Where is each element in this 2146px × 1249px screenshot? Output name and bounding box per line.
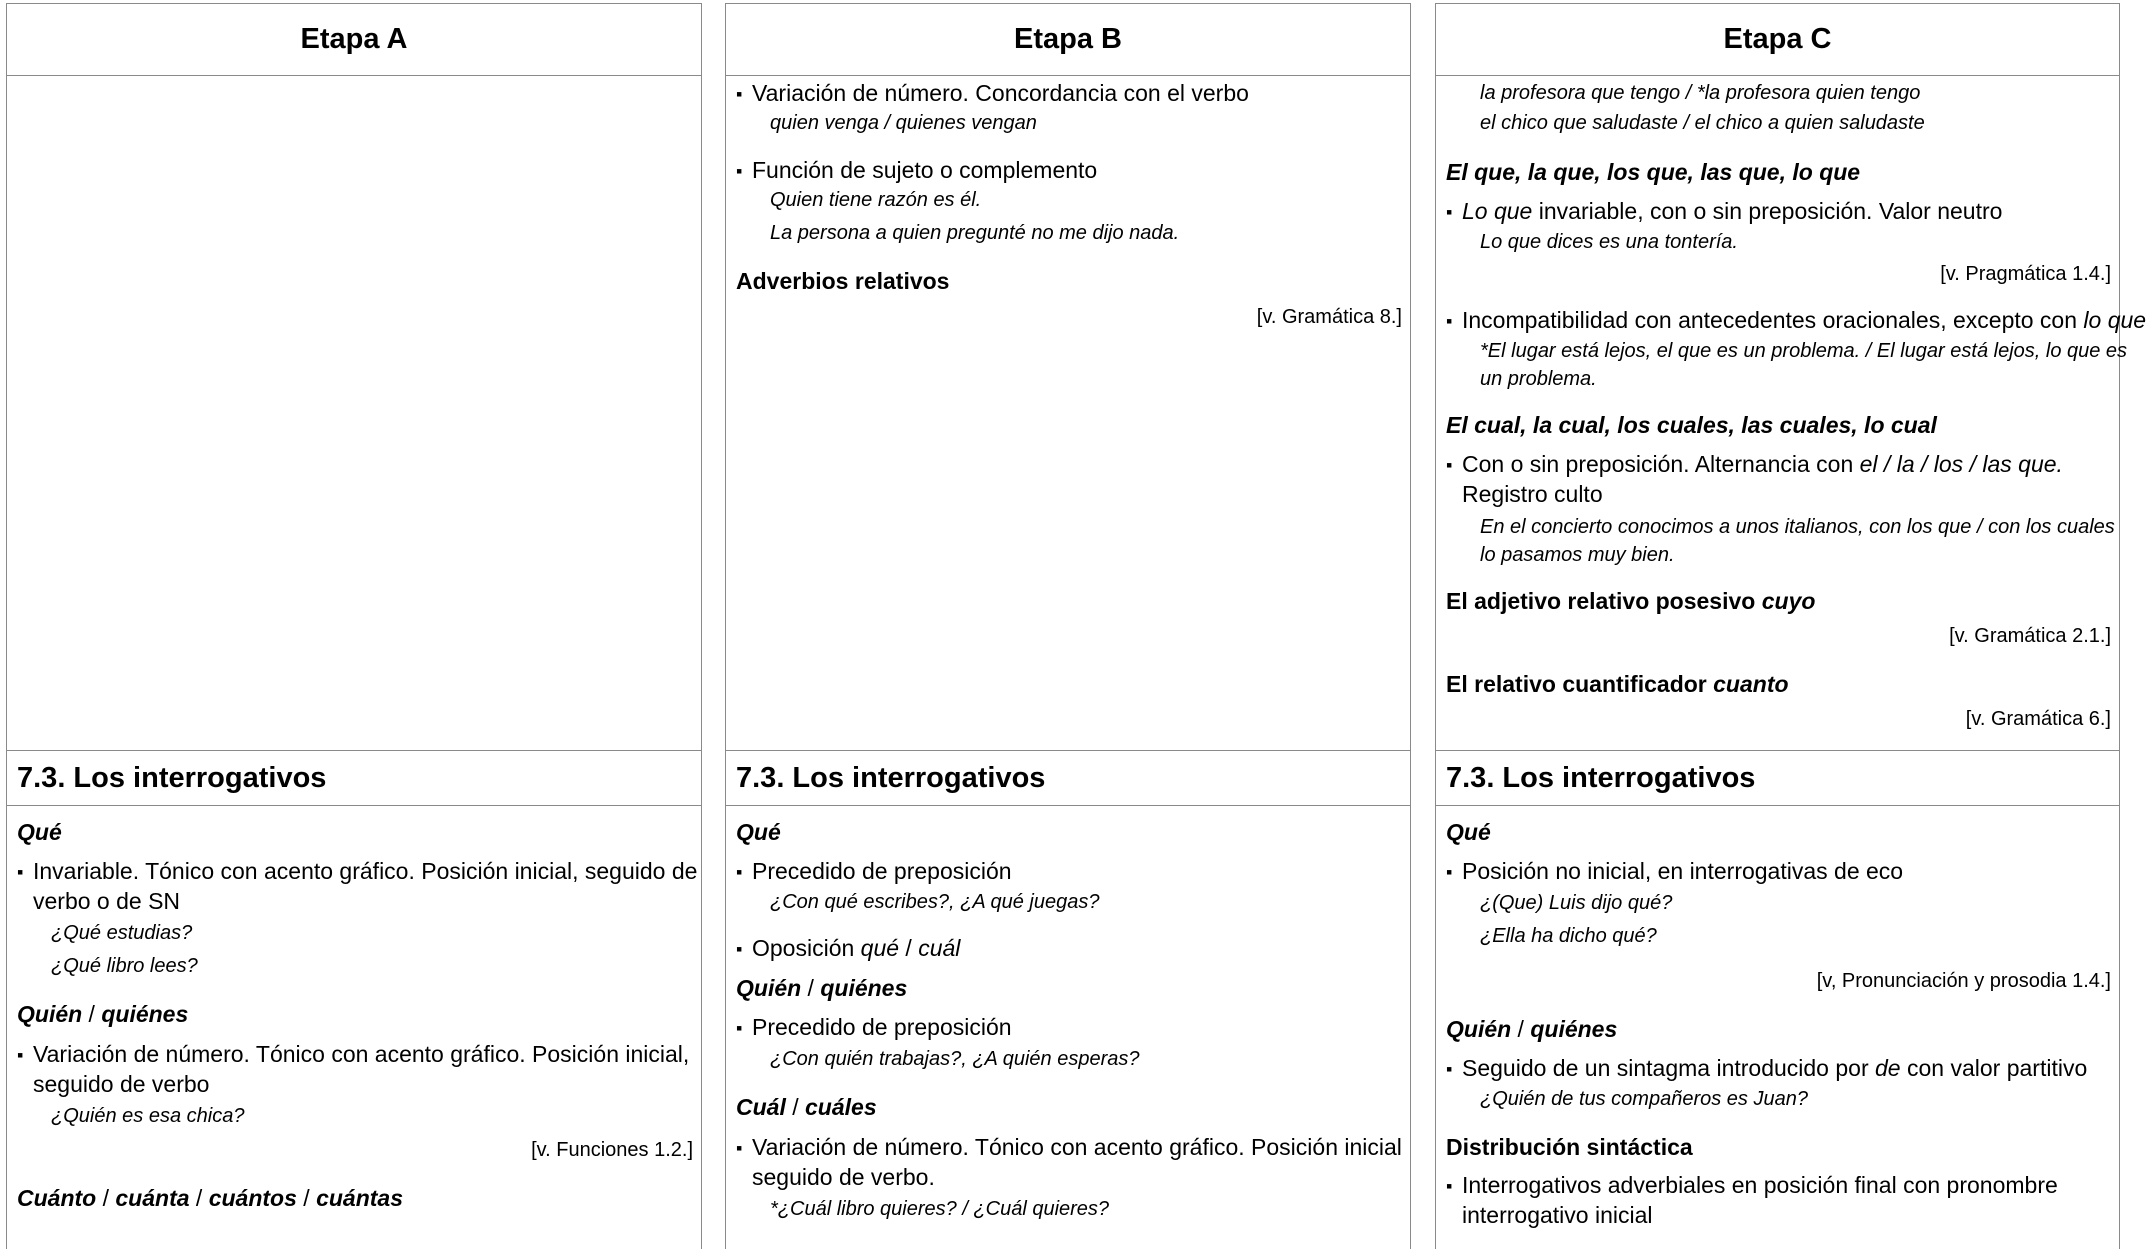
example: quien venga / quienes vengan (770, 112, 1037, 134)
term: qué (860, 935, 900, 961)
bullet-item-continued: seguido de verbo (33, 1071, 210, 1097)
subheading: Adverbios relativos (736, 268, 950, 294)
heading-part: quiénes (820, 975, 908, 1001)
example: un problema. (1480, 368, 1597, 390)
example: ¿Quién es esa chica? (51, 1105, 245, 1127)
term: de (1875, 1055, 1901, 1081)
separator: / (1511, 1016, 1531, 1042)
heading-part: Quién (736, 975, 802, 1001)
heading-part: cuánta (115, 1185, 190, 1211)
example: el chico que saludaste / el chico a quien saludaste (1480, 112, 1925, 134)
heading-part: quiénes (1530, 1016, 1618, 1042)
example: ¿Qué libro lees? (51, 955, 198, 977)
subheading: Distribución sintáctica (1446, 1134, 1693, 1160)
section-title: 7.3. Los interrogativos (726, 750, 1410, 806)
term: cuyo (1761, 588, 1816, 614)
separator: / (899, 935, 919, 961)
text: El relativo cuantificador (1446, 671, 1714, 697)
example: ¿Con qué escribes?, ¿A qué juegas? (770, 891, 1100, 913)
heading-que: Qué (17, 819, 62, 845)
text: con valor partitivo (1900, 1055, 2088, 1081)
example: *¿Cuál libro quieres? / ¿Cuál quieres? (770, 1198, 1110, 1220)
bullet-item: ▪ Precedido de preposición (752, 1014, 1012, 1041)
heading-que: Qué (1446, 819, 1491, 845)
text: invariable, con o sin preposición. Valor neutro (1532, 198, 2003, 224)
heading-part: Cuánto (17, 1185, 97, 1211)
heading-part: cuántos (208, 1185, 297, 1211)
example: Lo que dices es una tontería. (1480, 231, 1738, 253)
bullet-item-continued: interrogativo inicial (1462, 1202, 1653, 1228)
bullet-item (1462, 1055, 2087, 1082)
example: La persona a quien pregunté no me dijo nada. (770, 222, 1180, 244)
column-header: Etapa B (726, 4, 1410, 76)
section-title: 7.3. Los interrogativos (7, 750, 701, 806)
heading-part: Quién (17, 1001, 83, 1027)
cross-reference: [v. Gramática 6.] (1965, 708, 2111, 730)
heading-que: Qué (736, 819, 781, 845)
example: lo pasamos muy bien. (1480, 544, 1675, 566)
column-header: Etapa A (7, 4, 701, 76)
text: Seguido de un sintagma introducido por (1462, 1055, 1876, 1081)
heading-part: cuántas (316, 1185, 403, 1211)
heading-part: quiénes (101, 1001, 189, 1027)
separator: / (189, 1185, 209, 1211)
bullet-item: ▪ Función de sujeto o complemento (752, 157, 1097, 184)
bullet-item: ▪ Variación de número. Concordancia con el verbo (752, 80, 1249, 107)
column-etapa-a (6, 3, 702, 1249)
term: cuál (918, 935, 961, 961)
subheading: El que, la que, los que, las que, lo que (1446, 159, 1861, 185)
separator: / (296, 1185, 317, 1211)
separator: / (801, 975, 821, 1001)
heading-part: Quién (1446, 1016, 1512, 1042)
heading-part: cuáles (805, 1094, 877, 1120)
example: ¿Qué estudias? (51, 922, 193, 944)
heading-quien (736, 975, 907, 1002)
bullet-item (1462, 198, 2002, 225)
example: ¿Ella ha dicho qué? (1480, 925, 1657, 947)
example: ¿(Que) Luis dijo qué? (1480, 892, 1673, 914)
text: Incompatibilidad con antecedentes oracionales, excepto con (1462, 307, 2084, 333)
bullet-item-continued: Registro culto (1462, 481, 1603, 507)
heading-quien (1446, 1016, 1617, 1043)
bullet-item: ▪ Posición no inicial, en interrogativas de eco (1462, 858, 1903, 885)
term: el / la / los / las que. (1859, 451, 2063, 477)
example: En el concierto conocimos a unos italianos, con los que / con los cuales (1480, 516, 2115, 538)
heading-part: Cuál (736, 1094, 786, 1120)
bullet-item: ▪ Interrogativos adverbiales en posición final con pronombre (1462, 1172, 2058, 1199)
bullet-item (752, 935, 960, 962)
heading-cuanto (17, 1185, 403, 1212)
cross-reference: [v. Pragmática 1.4.] (1940, 263, 2111, 285)
term: lo que (2083, 307, 2146, 333)
bullet-item-continued: verbo o de SN (33, 888, 181, 914)
bullet-item: ▪ Variación de número. Tónico con acento gráfico. Posición inicial, (33, 1041, 689, 1068)
subheading (1446, 671, 1789, 698)
heading-quien (17, 1001, 188, 1028)
column-etapa-c (1435, 3, 2146, 1249)
heading-cual (736, 1094, 877, 1121)
bullet-item: ▪ Precedido de preposición (752, 858, 1012, 885)
column-etapa-b (725, 3, 1411, 1249)
separator: / (82, 1001, 102, 1027)
text: El adjetivo relativo posesivo (1446, 588, 1762, 614)
bullet-item: ▪ Invariable. Tónico con acento gráfico. Posición inicial, seguido de (33, 858, 697, 885)
text: Con o sin preposición. Alternancia con (1462, 451, 1860, 477)
cross-reference: [v, Pronunciación y prosodia 1.4.] (1816, 970, 2111, 992)
example: ¿Quién de tus compañeros es Juan? (1480, 1088, 1808, 1110)
section-title: 7.3. Los interrogativos (1436, 750, 2119, 806)
cross-reference: [v. Funciones 1.2.] (531, 1139, 693, 1161)
cross-reference: [v. Gramática 2.1.] (1949, 625, 2111, 647)
subheading (1446, 588, 1815, 615)
text: Oposición (752, 935, 861, 961)
term: cuanto (1713, 671, 1789, 697)
bullet-item-continued: seguido de verbo. (752, 1164, 935, 1190)
example: ¿Con quién trabajas?, ¿A quién esperas? (770, 1048, 1140, 1070)
subheading: El cual, la cual, los cuales, las cuales, lo cual (1446, 412, 1937, 438)
example: Quien tiene razón es él. (770, 189, 982, 211)
cross-reference: [v. Gramática 8.] (1256, 306, 1402, 328)
term: Lo que (1462, 198, 1533, 224)
column-header: Etapa C (1436, 4, 2119, 76)
separator: / (785, 1094, 806, 1120)
separator: / (96, 1185, 116, 1211)
example: la profesora que tengo / *la profesora quien tengo (1480, 82, 1921, 104)
bullet-item: ▪ Variación de número. Tónico con acento gráfico. Posición inicial (752, 1134, 1402, 1161)
bullet-item (1462, 307, 2146, 334)
bullet-item (1462, 451, 2063, 478)
example: *El lugar está lejos, el que es un problema. / El lugar está lejos, lo que es (1480, 340, 2128, 362)
